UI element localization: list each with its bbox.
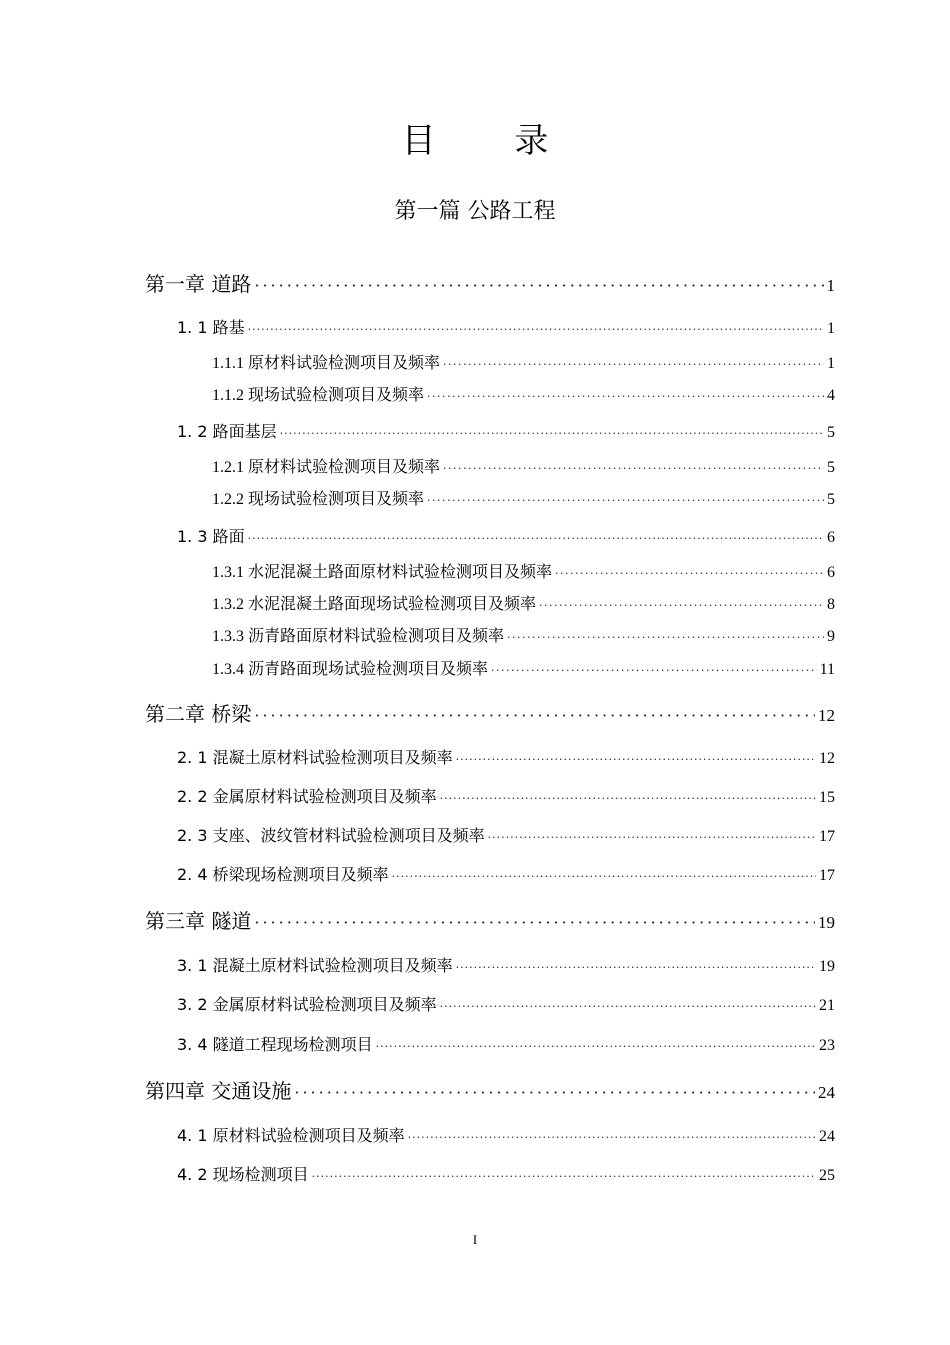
toc-entry-label: 1.3.3 沥青路面原材料试验检测项目及频率 xyxy=(212,628,505,645)
dot-leader xyxy=(248,527,824,551)
toc-entry-label: 1. 2 路面基层 xyxy=(177,422,277,441)
dot-leader xyxy=(427,489,824,513)
toc-entry-label: 1. 1 路基 xyxy=(177,318,245,337)
toc-entry-page: 19 xyxy=(818,913,835,932)
toc-entry-subsection-1-1-1[interactable] xyxy=(212,352,835,377)
toc-entry-page: 1 xyxy=(826,276,835,295)
toc-entry-section-3-4[interactable] xyxy=(177,1033,835,1059)
toc-entry-subsection-1-3-2[interactable] xyxy=(212,593,835,618)
toc-entry-chapter-3[interactable] xyxy=(145,907,835,937)
toc-entry-subsection-1-1-2[interactable] xyxy=(212,384,835,409)
dot-leader xyxy=(440,995,816,1019)
toc-entry-page: 15 xyxy=(819,789,835,806)
dot-leader xyxy=(312,1165,816,1189)
dot-leader xyxy=(254,909,815,937)
toc-entry-label: 3. 4 隧道工程现场检测项目 xyxy=(177,1035,373,1054)
toc-title: 目 录 xyxy=(401,121,583,161)
dot-leader xyxy=(488,826,816,850)
toc-entry-label: 4. 1 原材料试验检测项目及频率 xyxy=(177,1126,405,1145)
toc-entry-label: 第二章 桥梁 xyxy=(145,702,252,726)
toc-entry-label: 1.1.1 原材料试验检测项目及频率 xyxy=(212,355,441,372)
toc-entry-label: 2. 4 桥梁现场检测项目及频率 xyxy=(177,865,389,884)
toc-entry-label: 3. 1 混凝土原材料试验检测项目及频率 xyxy=(177,956,453,975)
toc-entry-page: 12 xyxy=(819,750,835,767)
toc-entry-section-4-2[interactable] xyxy=(177,1163,835,1189)
toc-entry-label: 第一章 道路 xyxy=(145,272,252,296)
dot-leader xyxy=(491,659,817,683)
toc-entry-label: 1.2.1 原材料试验检测项目及频率 xyxy=(212,459,441,476)
toc-entry-chapter-2[interactable] xyxy=(145,700,835,730)
toc-entry-section-2-2[interactable] xyxy=(177,785,835,811)
dot-leader xyxy=(456,956,816,980)
part-title: 第一篇 公路工程 xyxy=(394,199,556,224)
toc-entry-label: 2. 3 支座、波纹管材料试验检测项目及频率 xyxy=(177,826,485,845)
dot-leader xyxy=(443,353,824,377)
toc-entry-label: 1.2.2 现场试验检测项目及频率 xyxy=(212,491,425,508)
toc-entry-page: 25 xyxy=(819,1167,835,1184)
toc-entry-page: 11 xyxy=(819,661,835,678)
toc-entry-page: 6 xyxy=(827,529,835,546)
dot-leader xyxy=(408,1126,816,1150)
toc-entry-label: 1. 3 路面 xyxy=(177,527,245,546)
toc-entry-page: 1 xyxy=(827,355,835,372)
toc-entry-page: 5 xyxy=(827,459,835,476)
toc-entry-label: 4. 2 现场检测项目 xyxy=(177,1165,309,1184)
toc-entry-label: 2. 2 金属原材料试验检测项目及频率 xyxy=(177,787,437,806)
toc-entry-label: 1.3.4 沥青路面现场试验检测项目及频率 xyxy=(212,661,489,678)
toc-entry-section-2-1[interactable] xyxy=(177,746,835,772)
toc-entry-section-3-1[interactable] xyxy=(177,954,835,980)
dot-leader xyxy=(507,626,824,650)
dot-leader xyxy=(456,748,816,772)
dot-leader xyxy=(555,562,824,586)
toc-entry-page: 8 xyxy=(827,596,835,613)
dot-leader xyxy=(440,787,816,811)
toc-entry-page: 24 xyxy=(818,1083,835,1102)
toc-entry-subsection-1-2-1[interactable] xyxy=(212,456,835,481)
toc-entry-page: 1 xyxy=(827,320,835,337)
toc-entry-section-1-3[interactable] xyxy=(177,525,835,551)
toc-entry-section-1-2[interactable] xyxy=(177,420,835,446)
dot-leader xyxy=(280,422,824,446)
toc-entry-label: 第四章 交通设施 xyxy=(145,1079,292,1103)
toc-entry-label: 1.3.2 水泥混凝土路面现场试验检测项目及频率 xyxy=(212,596,537,613)
dot-leader xyxy=(392,865,816,889)
dot-leader xyxy=(254,702,815,730)
toc-entry-page: 21 xyxy=(819,997,835,1014)
toc-entry-page: 12 xyxy=(818,706,835,725)
toc-entry-section-3-2[interactable] xyxy=(177,993,835,1019)
toc-entry-page: 6 xyxy=(827,564,835,581)
toc-entry-subsection-1-3-1[interactable] xyxy=(212,561,835,586)
toc-entry-page: 23 xyxy=(819,1037,835,1054)
toc-entry-section-2-3[interactable] xyxy=(177,824,835,850)
toc-entry-page: 17 xyxy=(819,828,835,845)
toc-entry-section-2-4[interactable] xyxy=(177,863,835,889)
toc-entry-label: 2. 1 混凝土原材料试验检测项目及频率 xyxy=(177,748,453,767)
toc-entry-label: 1.1.2 现场试验检测项目及频率 xyxy=(212,387,425,404)
toc-entry-page: 17 xyxy=(819,867,835,884)
toc-entry-label: 1.3.1 水泥混凝土路面原材料试验检测项目及频率 xyxy=(212,564,553,581)
toc-entry-page: 9 xyxy=(827,628,835,645)
toc-entry-page: 5 xyxy=(827,491,835,508)
dot-leader xyxy=(254,272,823,300)
toc-entry-page: 19 xyxy=(819,958,835,975)
toc-entry-page: 4 xyxy=(827,387,835,404)
toc-entry-chapter-1[interactable] xyxy=(145,270,835,300)
toc-entry-subsection-1-2-2[interactable] xyxy=(212,488,835,513)
dot-leader xyxy=(427,385,824,409)
dot-leader xyxy=(294,1079,815,1107)
dot-leader xyxy=(376,1035,816,1059)
toc-entry-label: 3. 2 金属原材料试验检测项目及频率 xyxy=(177,995,437,1014)
toc-entry-chapter-4[interactable] xyxy=(145,1077,835,1107)
toc-entry-page: 24 xyxy=(819,1128,835,1145)
toc-entry-subsection-1-3-4[interactable] xyxy=(212,658,835,683)
toc-entry-page: 5 xyxy=(827,424,835,441)
toc-entry-subsection-1-3-3[interactable] xyxy=(212,625,835,650)
toc-entry-section-4-1[interactable] xyxy=(177,1124,835,1150)
page-number: I xyxy=(472,1232,478,1247)
dot-leader xyxy=(539,594,824,618)
dot-leader xyxy=(443,457,824,481)
toc-entry-section-1-1[interactable] xyxy=(177,316,835,342)
toc-entry-label: 第三章 隧道 xyxy=(145,909,252,933)
dot-leader xyxy=(248,318,824,342)
